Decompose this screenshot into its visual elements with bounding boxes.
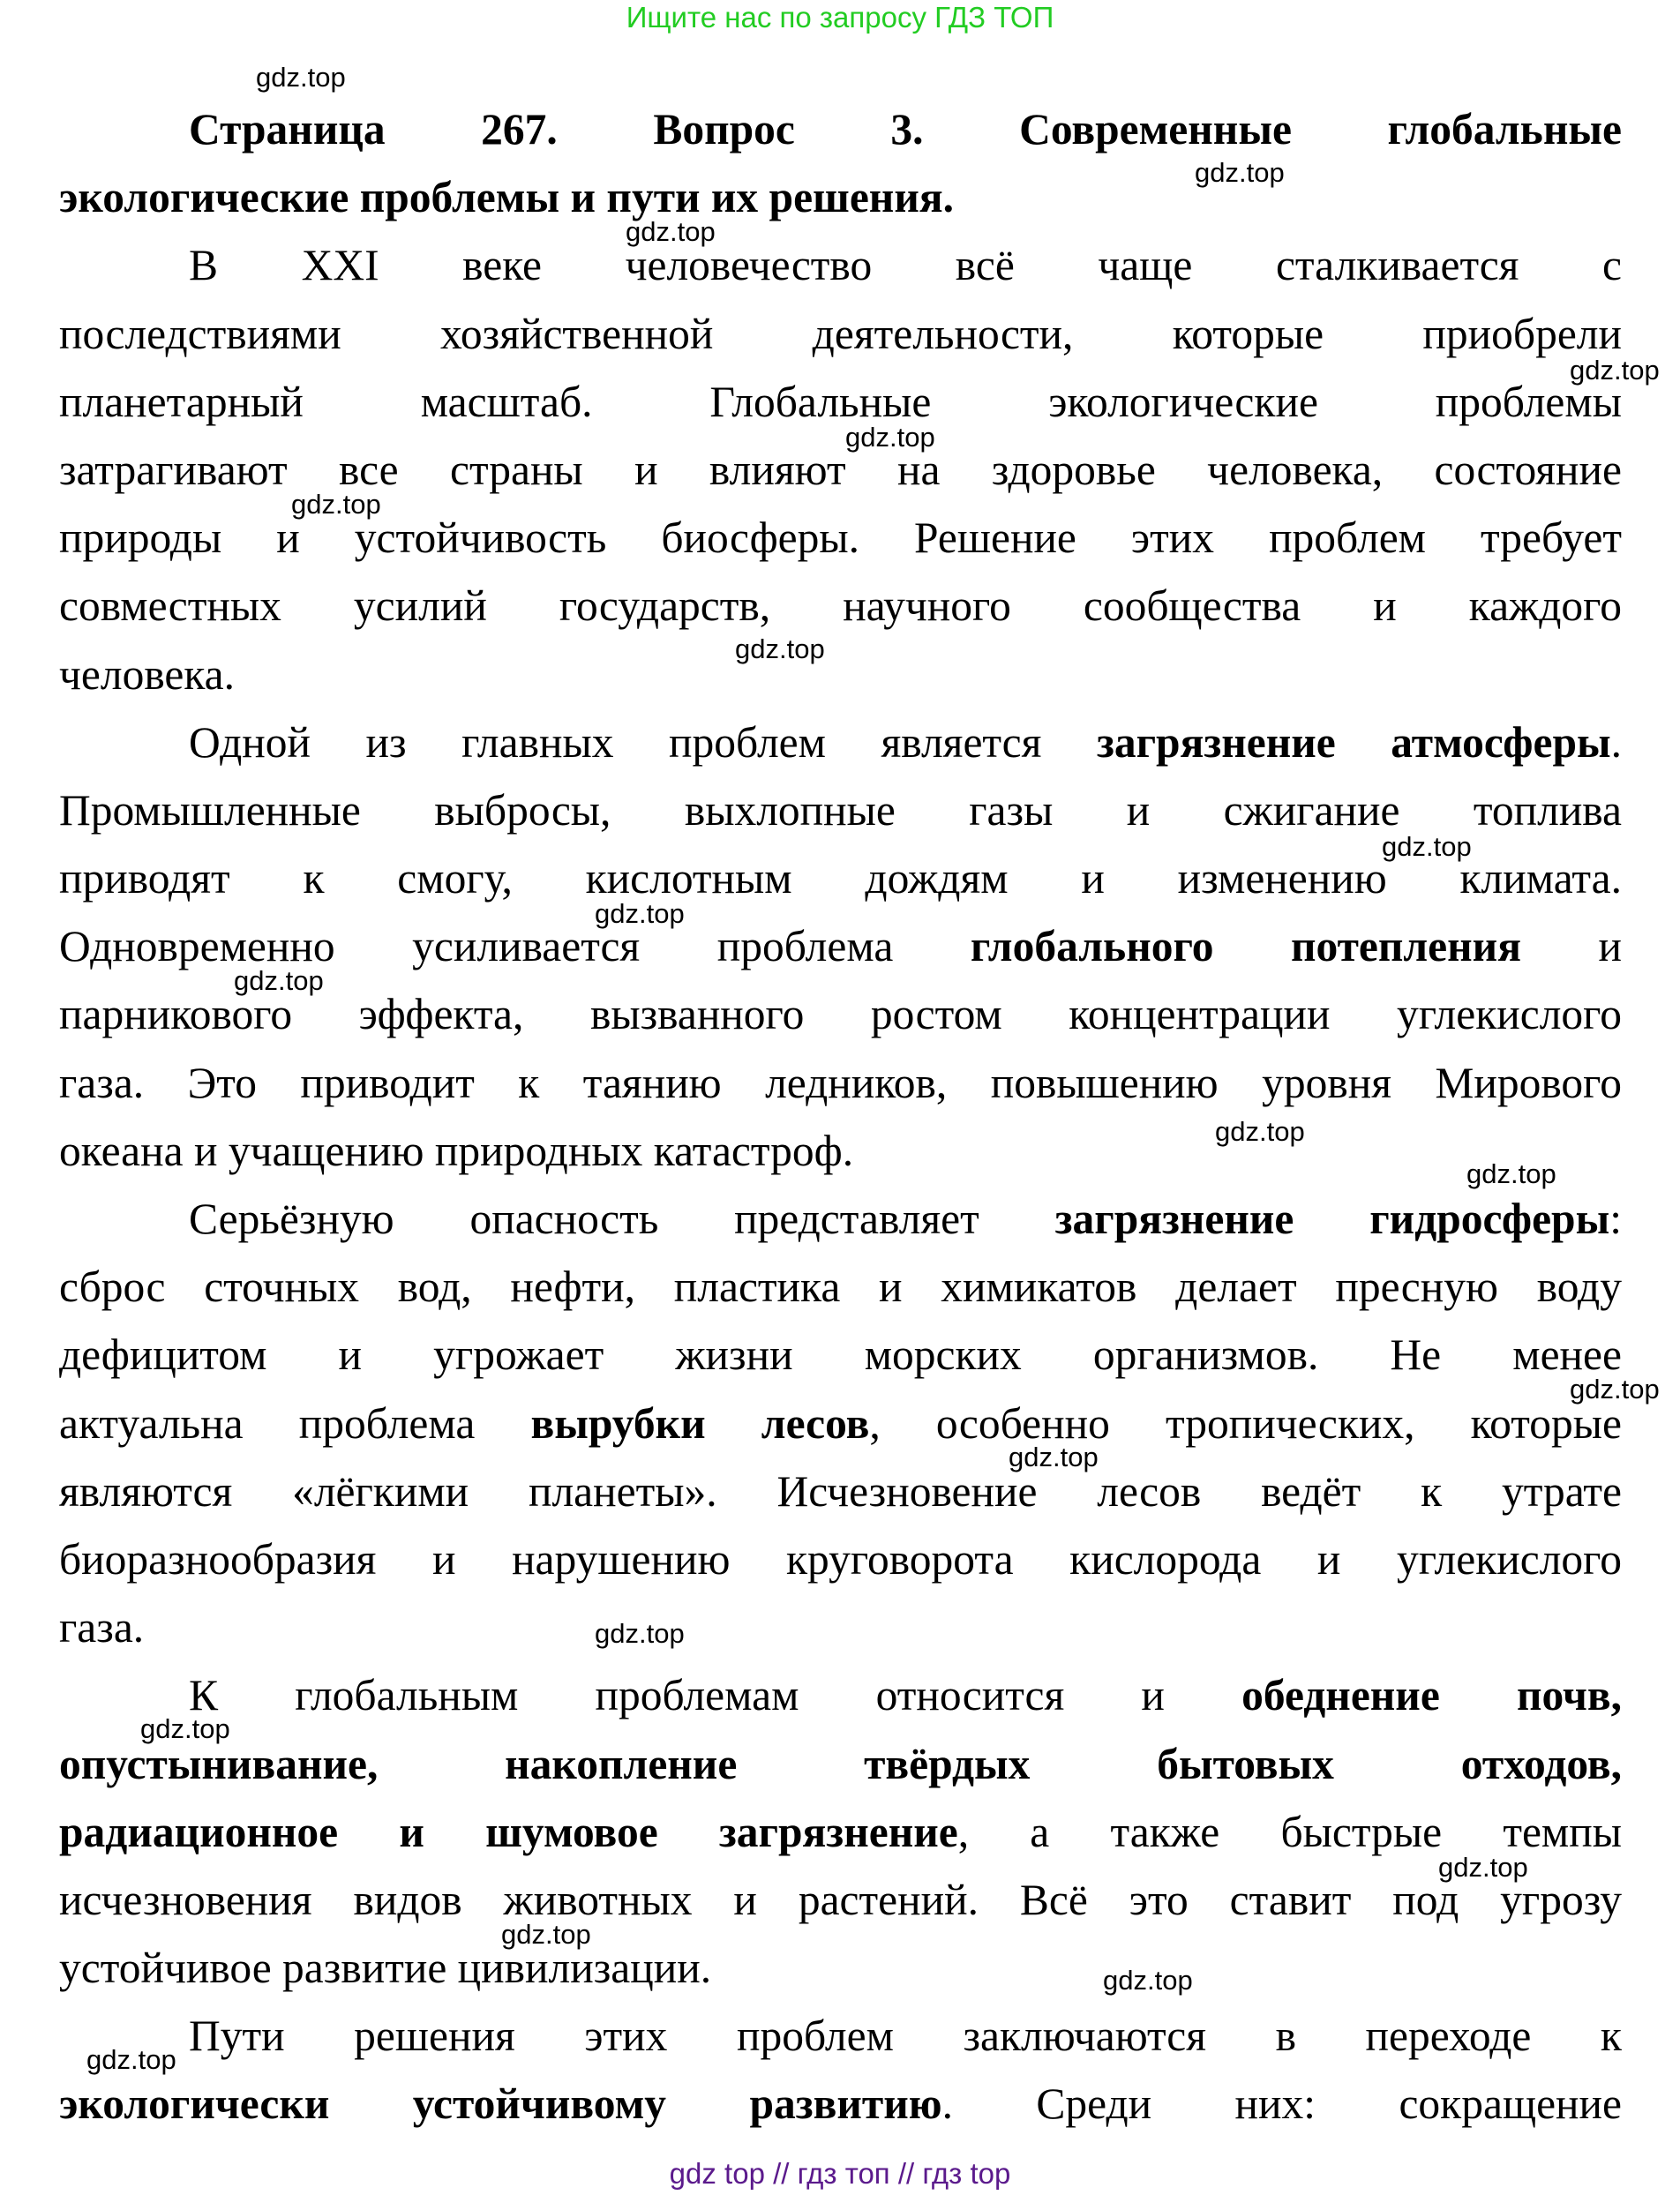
watermark-label: gdz.top <box>256 62 346 93</box>
text-line <box>59 1866 1622 1934</box>
text-segment: газа. Это приводит к таянию ледников, повышению уровня Мирового <box>59 1058 1622 1107</box>
text-segment: актуальна проблема <box>59 1398 531 1448</box>
text-segment: сброс сточных вод, нефти, пластика и химикатов делает пресную воду <box>59 1262 1622 1312</box>
bold-term: вырубки лесов <box>530 1398 870 1448</box>
watermark-label: gdz.top <box>595 1618 685 1649</box>
bold-term: Страница 267. Вопрос 3. Современные глобальные <box>189 105 1622 154</box>
text-line <box>59 1049 1622 1117</box>
watermark-label: gdz.top <box>1570 355 1660 386</box>
text-segment: , а также быстрые темпы <box>957 1807 1622 1856</box>
watermark-label: gdz.top <box>501 1919 591 1950</box>
bold-term: экологически устойчивому развитию <box>59 2079 942 2129</box>
watermark-label: gdz.top <box>291 489 381 520</box>
watermark-label: gdz.top <box>595 898 685 929</box>
watermark-label: gdz.top <box>140 1713 230 1744</box>
watermark-label: gdz.top <box>1438 1852 1528 1883</box>
text-line <box>59 1730 1622 1798</box>
bold-term: загрязнение гидросферы <box>1054 1195 1610 1243</box>
text-line <box>59 2070 1622 2138</box>
answer-text <box>59 95 1622 2139</box>
text-segment: являются «лёгкими планеты». Исчезновение лесов ведёт к утрате <box>59 1466 1622 1516</box>
text-segment: океана и учащению природных катастроф. <box>59 1126 854 1175</box>
text-line <box>59 1117 1622 1185</box>
text-line <box>59 2002 1622 2070</box>
text-segment: парникового эффекта, вызванного ростом концентрации углекислого <box>59 990 1622 1039</box>
text-segment: газа. <box>59 1603 145 1652</box>
text-segment: затрагивают все страны и влияют на здоровье человека, состояние <box>59 445 1622 494</box>
text-segment: Одновременно усиливается проблема <box>59 922 971 971</box>
text-segment: биоразнообразия и нарушению круговорота кислорода и углекислого <box>59 1534 1622 1584</box>
watermark-label: gdz.top <box>1009 1442 1099 1472</box>
text-line <box>59 1185 1622 1253</box>
watermark-label: gdz.top <box>1382 831 1472 862</box>
text-line <box>59 1934 1622 2002</box>
page-title-line <box>59 163 1622 231</box>
text-line <box>59 708 1622 776</box>
text-segment: , особенно тропических, которые <box>869 1398 1622 1448</box>
text-segment: . Среди них: сокращение <box>941 2079 1622 2129</box>
text-segment: В XXI веке человечество всё чаще сталкивается с <box>189 241 1622 290</box>
watermark-label: gdz.top <box>1570 1374 1660 1405</box>
watermark-label: gdz.top <box>1103 1965 1193 1996</box>
text-segment: К глобальным проблемам относится и <box>189 1671 1242 1720</box>
text-segment: планетарный масштаб. Глобальные экологические проблемы <box>59 377 1622 426</box>
text-line <box>59 1525 1622 1593</box>
watermark-label: gdz.top <box>1195 157 1285 188</box>
text-line <box>59 300 1622 368</box>
text-segment: . <box>1610 717 1622 767</box>
text-line <box>59 1321 1622 1389</box>
text-line <box>59 231 1622 299</box>
text-segment: и <box>1520 922 1622 971</box>
text-line <box>59 572 1622 640</box>
bold-term: глобального потепления <box>970 922 1521 971</box>
footer-banner: gdz top // гдз топ // гдз top <box>669 2157 1011 2190</box>
bold-term: опустынивание, накопление твёрдых бытовых отходов, <box>59 1739 1622 1788</box>
text-line <box>59 1798 1622 1866</box>
bold-term: загрязнение атмосферы <box>1096 717 1611 767</box>
text-segment: природы и устойчивость биосферы. Решение этих проблем требует <box>59 513 1622 563</box>
text-line <box>59 641 1622 708</box>
text-line <box>59 1661 1622 1729</box>
text-line <box>59 1457 1622 1525</box>
text-line <box>59 1593 1622 1661</box>
text-segment: Промышленные выбросы, выхлопные газы и сжигание топлива <box>59 785 1622 835</box>
watermark-label: gdz.top <box>845 422 935 453</box>
text-segment: последствиями хозяйственной деятельности, которые приобрели <box>59 309 1622 358</box>
text-segment: совместных усилий государств, научного сообщества и каждого <box>59 581 1622 631</box>
bold-term: обеднение почв, <box>1241 1671 1622 1720</box>
text-line <box>59 368 1622 436</box>
watermark-label: gdz.top <box>735 633 825 664</box>
text-segment: Серьёзную опасность представляет <box>189 1195 1055 1243</box>
text-line <box>59 1253 1622 1321</box>
page-title-line <box>59 95 1622 163</box>
watermark-label: gdz.top <box>1215 1116 1305 1147</box>
text-line <box>59 1390 1622 1457</box>
text-segment: исчезновения видов животных и растений. Всё это ставит под угрозу <box>59 1875 1622 1924</box>
text-segment: устойчивое развитие цивилизации. <box>59 1944 712 1993</box>
text-segment: приводят к смогу, кислотным дождям и изменению климата. <box>59 854 1622 903</box>
text-segment: человека. <box>59 649 236 699</box>
search-banner: Ищите нас по запросу ГДЗ ТОП <box>626 1 1054 34</box>
watermark-label: gdz.top <box>86 2044 176 2075</box>
watermark-label: gdz.top <box>1466 1158 1556 1189</box>
text-segment: Одной из главных проблем является <box>189 717 1097 767</box>
watermark-label: gdz.top <box>234 965 324 996</box>
text-segment: : <box>1609 1195 1622 1243</box>
watermark-label: gdz.top <box>626 216 716 247</box>
text-segment: Пути решения этих проблем заключаются в переходе к <box>189 2011 1622 2061</box>
bold-term: экологические проблемы и пути их решения. <box>59 173 955 222</box>
text-segment: дефицитом и угрожает жизни морских организмов. Не менее <box>59 1330 1622 1380</box>
bold-term: радиационное и шумовое загрязнение <box>59 1807 958 1856</box>
